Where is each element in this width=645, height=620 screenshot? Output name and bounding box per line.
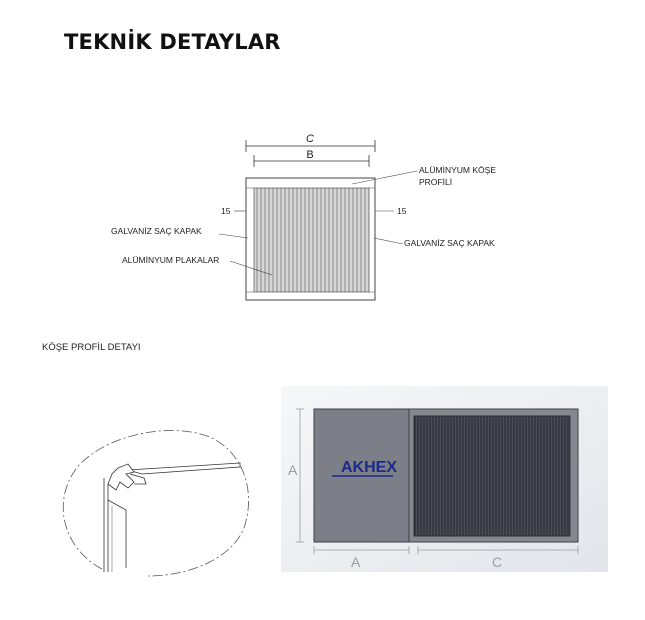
dim-c-label: C [306, 133, 314, 145]
label-galvanized-cover-right: GALVANİZ SAÇ KAPAK [404, 238, 495, 248]
dim-a-vertical-label: A [288, 462, 298, 478]
page-title: TEKNİK DETAYLAR [64, 30, 281, 54]
dim-15-right: 15 [397, 206, 407, 216]
dim-15-left: 15 [221, 206, 231, 216]
label-aluminum-corner-profile-2: PROFİLİ [419, 177, 453, 187]
label-galvanized-cover-left: GALVANİZ SAÇ KAPAK [111, 226, 202, 236]
dim-b-label: B [306, 149, 314, 161]
brand-logo: AKHEX [341, 459, 398, 476]
corner-detail-title: KÖŞE PROFİL DETAYI [42, 342, 141, 353]
label-aluminum-corner-profile-1: ALÜMİNYUM KÖŞE [419, 165, 496, 175]
dim-a-horizontal-label: A [351, 554, 361, 570]
dim-c-render-label: C [492, 554, 503, 570]
label-aluminum-plates: ALÜMİNYUM PLAKALAR [122, 255, 220, 265]
fin-block [414, 416, 570, 536]
